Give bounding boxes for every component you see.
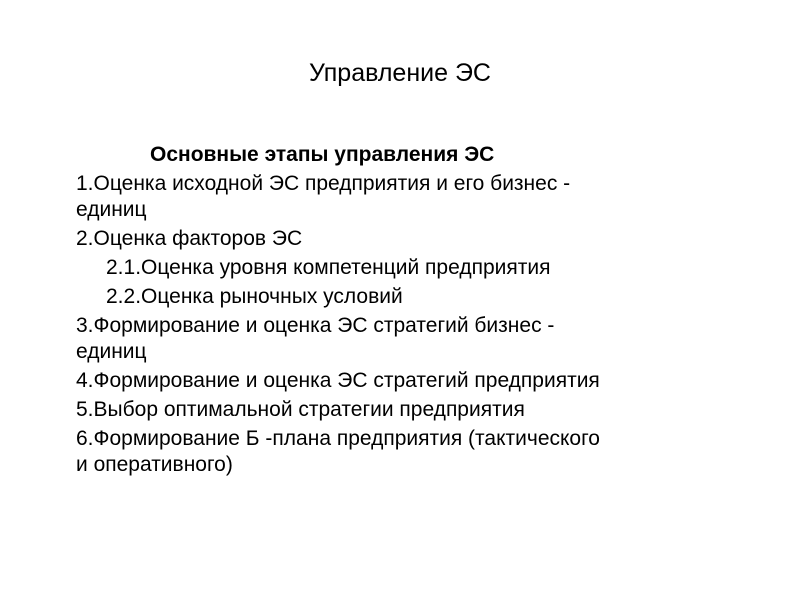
list-item-3-line-2: единиц	[76, 340, 147, 363]
list-item-4: 4.Формирование и оценка ЭС стратегий предприятия	[76, 369, 600, 392]
list-item-3-line-1: 3.Формирование и оценка ЭС стратегий бизнес -	[76, 314, 555, 337]
list-item-2-1: 2.1.Оценка уровня компетенций предприятия	[106, 256, 551, 279]
list-item-2: 2.Оценка факторов ЭС	[76, 227, 303, 250]
slide-title: Управление ЭС	[309, 59, 491, 87]
list-item-6-line-2: и оперативного)	[76, 453, 233, 476]
list-item-3	[76, 313, 766, 365]
list-item-6	[76, 426, 766, 478]
stages-list	[76, 142, 766, 481]
list-item-1-line-1: 1.Оценка исходной ЭС предприятия и его бизнес -	[76, 172, 571, 195]
list-item-1	[76, 171, 766, 223]
list-item-6-line-1: 6.Формирование Б -плана предприятия (тактического	[76, 427, 600, 450]
list-item-2-2: 2.2.Оценка рыночных условий	[106, 285, 403, 308]
list-item-5: 5.Выбор оптимальной стратегии предприятия	[76, 398, 525, 421]
stages-subheading: Основные этапы управления ЭС	[150, 143, 495, 166]
list-item-1-line-2: единиц	[76, 198, 147, 221]
